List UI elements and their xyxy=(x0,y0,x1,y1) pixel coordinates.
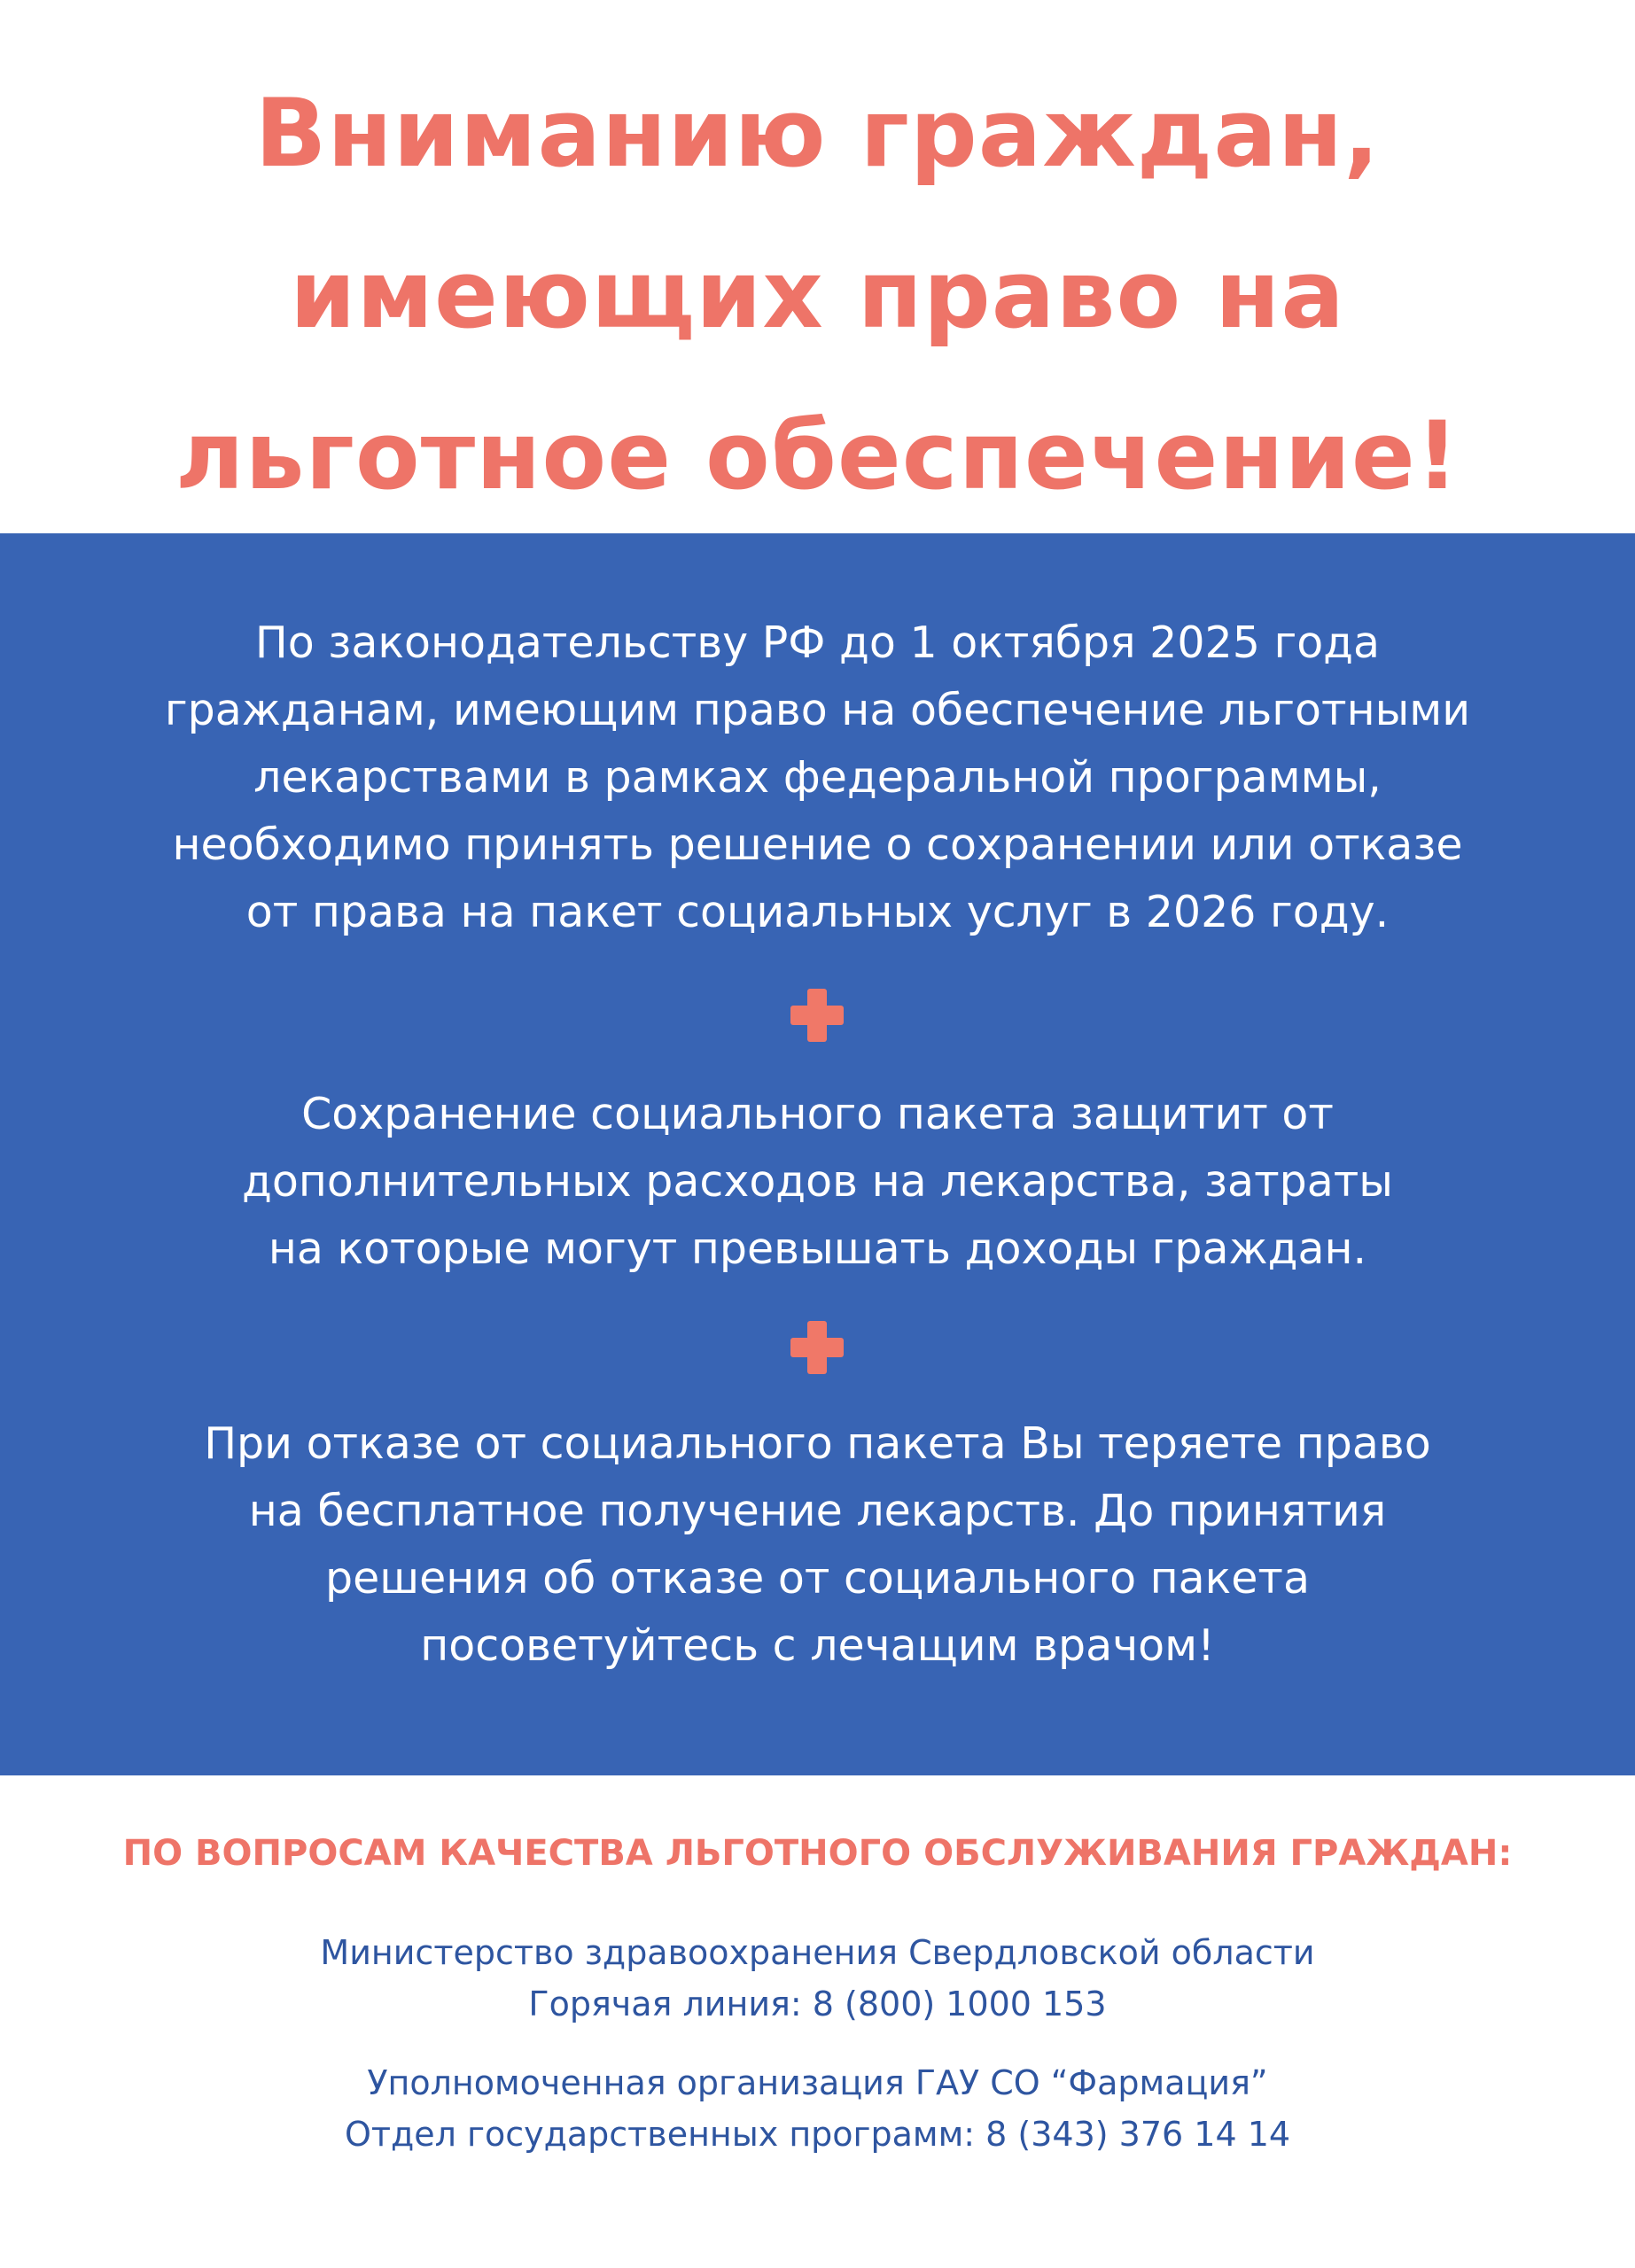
pharmacy-contact xyxy=(0,2057,1635,2160)
title-line-1: Вниманию граждан, xyxy=(254,79,1381,188)
ministry-hotline: Горячая линия: 8 (800) 1000 153 xyxy=(528,1984,1107,2023)
paragraph-line: гражданам, имеющим право на обеспечение льготными xyxy=(164,685,1471,735)
paragraph-line: дополнительных расходов на лекарства, затраты xyxy=(242,1156,1393,1207)
paragraph-line: лекарствами в рамках федеральной программы, xyxy=(253,752,1382,803)
ministry-name: Министерство здравоохранения Свердловской области xyxy=(320,1933,1315,1972)
warning-paragraph xyxy=(53,1410,1582,1680)
paragraph-line: на которые могут превышать доходы граждан. xyxy=(268,1223,1367,1274)
organization-name: Уполномоченная организация ГАУ СО “Фармация” xyxy=(367,2063,1268,2102)
info-panel xyxy=(0,533,1635,1775)
paragraph-line: По законодательству РФ до 1 октября 2025 года xyxy=(254,617,1381,668)
plus-cross-icon xyxy=(790,1321,844,1374)
page-title xyxy=(0,53,1635,537)
paragraph-line: на бесплатное получение лекарств. До принятия xyxy=(248,1486,1387,1536)
paragraph-line: необходимо принять решение о сохранении или отказе xyxy=(172,819,1463,870)
plus-cross-icon xyxy=(790,989,844,1042)
paragraph-line: от права на пакет социальных услуг в 2026 году. xyxy=(245,887,1390,937)
organization-phone: Отдел государственных программ: 8 (343) 376 14 14 xyxy=(344,2115,1291,2154)
paragraph-line: Сохранение социального пакета защитит от xyxy=(301,1089,1334,1139)
title-line-2: имеющих право на xyxy=(290,240,1345,349)
title-line-3: льготное обеспечение! xyxy=(175,401,1460,510)
paragraph-line: решения об отказе от социального пакета xyxy=(325,1553,1310,1604)
footer-heading: ПО ВОПРОСАМ КАЧЕСТВА ЛЬГОТНОГО ОБСЛУЖИВАНИЯ ГРАЖДАН: xyxy=(122,1833,1513,1874)
benefit-paragraph xyxy=(53,1081,1582,1283)
paragraph-line: посоветуйтесь с лечащим врачом! xyxy=(420,1620,1215,1671)
paragraph-line: При отказе от социального пакета Вы теряете право xyxy=(204,1418,1431,1469)
ministry-contact xyxy=(0,1927,1635,2030)
deadline-paragraph xyxy=(53,610,1582,946)
